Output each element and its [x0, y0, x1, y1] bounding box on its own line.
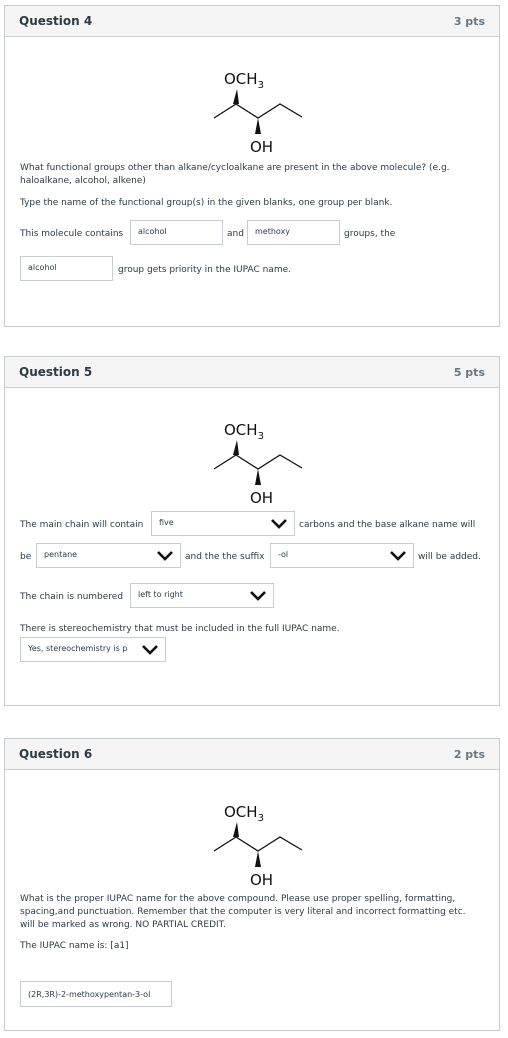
question-5-card [4, 356, 500, 706]
och3-label: $OCH_3$ [224, 70, 264, 91]
q5-text-numbered: The chain is numbered [20, 592, 124, 602]
och3-label: $OCH_3$ [224, 421, 264, 442]
question-5-header [5, 357, 499, 388]
q4-text-groups: groups, the [344, 229, 396, 239]
q4-prompt-line2: haloalkane, alcohol, alkene) [20, 176, 146, 186]
q5-text-suffix: and the the suffix [185, 552, 265, 562]
molecule-image [200, 62, 310, 162]
q4-text-priority: group gets priority in the IUPAC name. [118, 265, 291, 275]
q5-chain-length-select[interactable] [151, 511, 295, 536]
och3-label: $OCH_3$ [224, 803, 264, 824]
q5-direction-select[interactable] [130, 583, 274, 608]
oh-label: OH [250, 138, 274, 156]
chevron-down-icon [270, 518, 288, 529]
question-6-title: Question 6 [19, 747, 93, 761]
q4-prompt-line1: What functional groups other than alkane/cycloalkane are present in the above molecule? (e.g. [20, 163, 450, 173]
q5-suffix-value: -ol [278, 550, 289, 559]
chevron-down-icon [249, 590, 267, 601]
molecule-image [200, 413, 310, 513]
molecule-image [200, 795, 310, 895]
chevron-down-icon [141, 644, 159, 655]
q4-text-and: and [227, 229, 244, 239]
question-4-header [5, 6, 499, 37]
q5-suffix-select[interactable] [270, 543, 414, 568]
question-6-card [4, 738, 500, 1031]
question-6-header [5, 739, 499, 770]
oh-label: OH [250, 489, 274, 507]
question-6-points: 2 pts [453, 748, 485, 761]
q4-text-contains: This molecule contains [20, 229, 124, 239]
chevron-down-icon [389, 550, 407, 561]
question-5-title: Question 5 [19, 365, 93, 379]
q5-direction-value: left to right [138, 590, 183, 599]
question-5-points: 5 pts [453, 366, 485, 379]
q6-iupac-label: The IUPAC name is: [a1] [20, 941, 129, 951]
q4-instruction: Type the name of the functional group(s) in the given blanks, one group per blank. [20, 198, 393, 208]
q4-blank-1-input[interactable]: alcohol [130, 220, 223, 245]
q5-text-main: The main chain will contain [20, 520, 144, 530]
chevron-down-icon [156, 550, 174, 561]
q4-blank-2-input[interactable]: methoxy [247, 220, 340, 245]
q6-prompt-line2: spacing,and punctuation. Remember that the computer is very literal and incorrect formatting etc. [20, 907, 466, 917]
q5-stereo-value: Yes, stereochemistry is p [28, 644, 128, 653]
q4-blank-3-input[interactable]: alcohol [20, 256, 113, 281]
question-4-card [4, 5, 500, 327]
q6-prompt-line3: will be marked as wrong. NO PARTIAL CREDIT. [20, 920, 226, 930]
q5-alkane-select[interactable] [36, 543, 181, 568]
question-4-points: 3 pts [453, 15, 485, 28]
q5-text-added: will be added. [418, 552, 481, 562]
q5-text-be: be [20, 552, 32, 562]
q5-stereo-select[interactable] [20, 637, 166, 662]
q5-text-stereo: There is stereochemistry that must be included in the full IUPAC name. [20, 624, 340, 634]
q6-prompt-line1: What is the proper IUPAC name for the above compound. Please use proper spelling, formatting, [20, 894, 456, 904]
oh-label: OH [250, 871, 274, 889]
q5-text-carbons: carbons and the base alkane name will [299, 520, 476, 530]
q5-chain-length-value: five [159, 518, 174, 527]
question-4-title: Question 4 [19, 14, 93, 28]
q6-answer-input[interactable]: (2R,3R)-2-methoxypentan-3-ol [20, 981, 172, 1007]
q5-alkane-value: pentane [44, 550, 78, 559]
